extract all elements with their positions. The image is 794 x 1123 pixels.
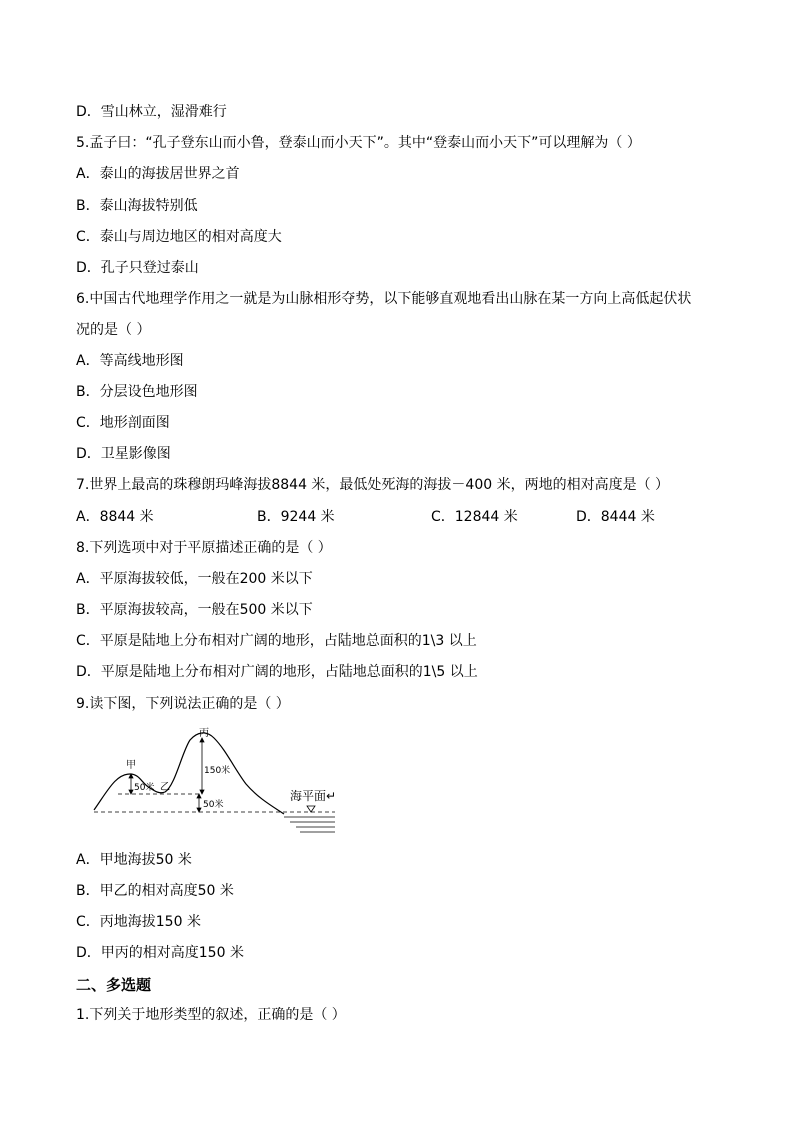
label-jia: 甲 (126, 760, 136, 771)
terrain-profile-figure (90, 724, 360, 842)
q9-option-d: D．甲丙的相对高度150 米 (76, 945, 244, 961)
q6-option-d: D．卫星影像图 (76, 446, 171, 462)
section2-title: 二、多选题 (76, 976, 152, 994)
q6-option-b: B．分层设色地形图 (76, 384, 198, 400)
q7-stem: 7.世界上最高的珠穆朗玛峰海拔8844 米，最低处死海的海拔－400 米，两地的相对高度是（ ） (76, 477, 670, 493)
q4-option-d: D．雪山林立，湿滑难行 (76, 104, 227, 120)
q6-stem-line2: 况的是（ ） (76, 322, 151, 338)
label-sea-level: 海平面↵ (290, 789, 337, 803)
q5-option-a: A．泰山的海拔居世界之首 (76, 166, 240, 182)
q9-option-b: B．甲乙的相对高度50 米 (76, 883, 234, 899)
q5-option-c: C．泰山与周边地区的相对高度大 (76, 229, 282, 245)
q5-option-d: D．孔子只登过泰山 (76, 260, 199, 276)
sea-hatching (284, 817, 335, 832)
q9-option-c: C．丙地海拔150 米 (76, 914, 201, 930)
arrow-base-50m (197, 794, 201, 812)
sea-level-marker (307, 806, 315, 812)
q7-options-row (76, 507, 716, 527)
q8-option-a: A．平原海拔较低，一般在200 米以下 (76, 571, 313, 587)
q7-option-a: A．8844 米 (76, 509, 154, 525)
label-yi: 乙 (160, 782, 170, 793)
q9-stem: 9.读下图，下列说法正确的是（ ） (76, 696, 290, 712)
q8-option-b: B．平原海拔较高，一般在500 米以下 (76, 602, 313, 618)
q7-option-c: C．12844 米 (431, 509, 518, 525)
q6-stem-line1: 6.中国古代地理学作用之一就是为山脉相形夺势，以下能够直观地看出山脉在某一方向上高低起伏状 (76, 291, 692, 307)
q9-option-a: A．甲地海拔50 米 (76, 852, 192, 868)
q5-option-b: B．泰山海拔特别低 (76, 198, 198, 214)
label-bing: 丙 (199, 728, 209, 739)
q5-stem: 5.孟子曰：“孔子登东山而小鲁，登泰山而小天下”。其中“登泰山而小天下”可以理解为（ ） (76, 135, 641, 151)
label-50m-mid: 50米 (203, 800, 224, 810)
terrain-profile-curve (94, 733, 284, 814)
arrow-jia-50m (129, 774, 133, 794)
section2-q1-stem: 1.下列关于地形类型的叙述，正确的是（ ） (76, 1007, 346, 1023)
q8-option-c: C．平原是陆地上分布相对广阔的地形，占陆地总面积的1\3 以上 (76, 633, 477, 649)
q8-option-d: D．平原是陆地上分布相对广阔的地形，占陆地总面积的1\5 以上 (76, 664, 478, 680)
label-150m: 150米 (204, 766, 231, 776)
q7-option-b: B．9244 米 (257, 509, 335, 525)
q6-option-a: A．等高线地形图 (76, 353, 184, 369)
q6-option-c: C．地形剖面图 (76, 415, 170, 431)
q8-stem: 8.下列选项中对于平原描述正确的是（ ） (76, 540, 332, 556)
label-50m-left: 50米 (134, 783, 155, 793)
q7-option-d: D．8444 米 (576, 509, 655, 525)
